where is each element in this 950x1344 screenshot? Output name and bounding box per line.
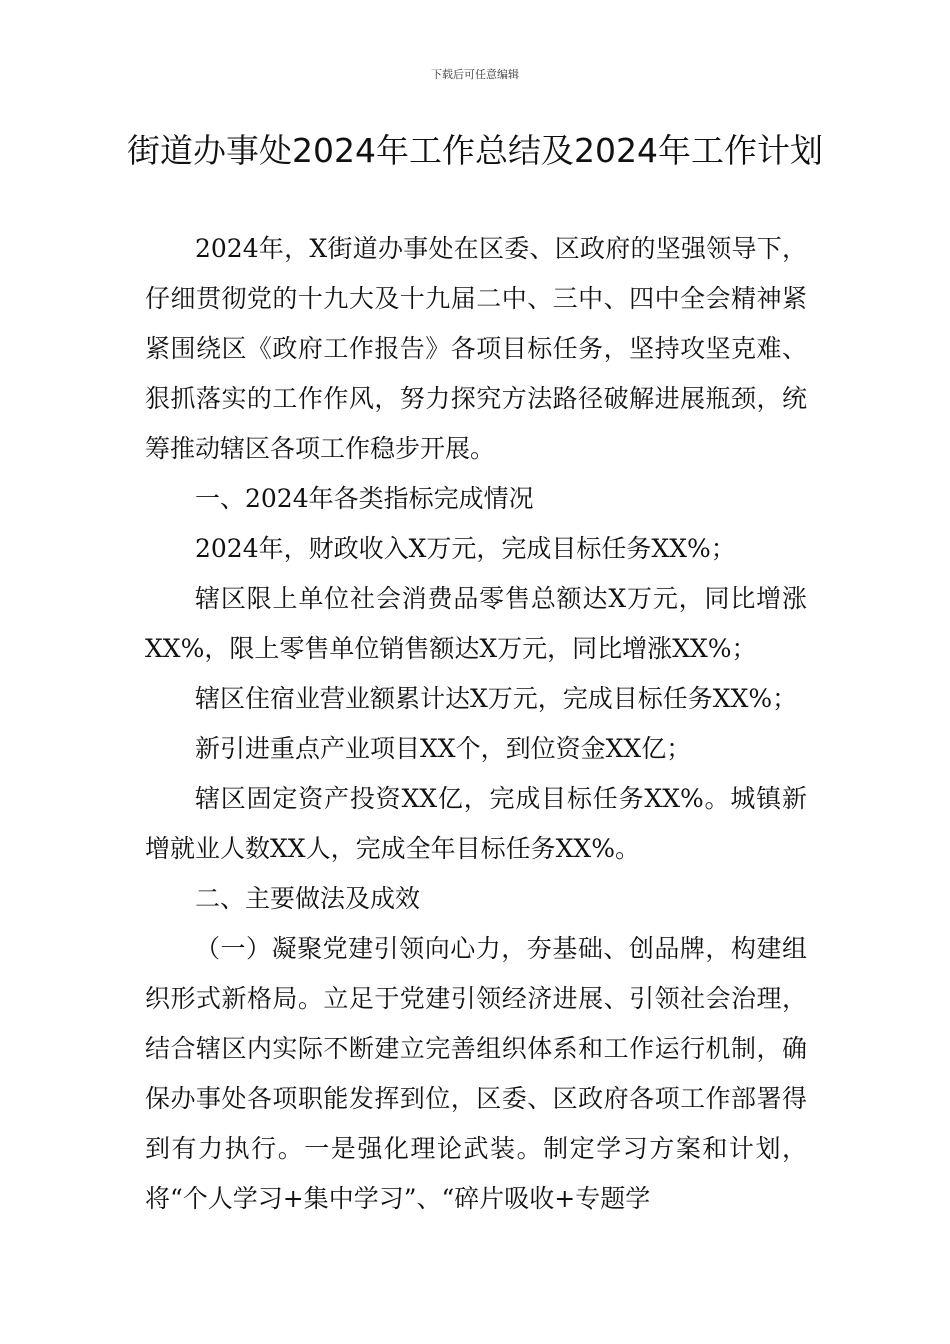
download-note: 下载后可任意编辑 — [431, 68, 519, 81]
paragraph-item: 辖区固定资产投资XX亿，完成目标任务XX%。城镇新增就业人数XX人，完成全年目标任务XX%。 — [145, 784, 807, 863]
document-body — [145, 224, 807, 1224]
paragraph-item: 2024年，财政收入X万元，完成目标任务XX%； — [195, 534, 736, 563]
document-title: 街道办事处2024年工作总结及2024年工作计划 — [127, 131, 823, 170]
paragraph-item: 辖区限上单位社会消费品零售总额达X万元，同比增涨XX%，限上零售单位销售额达X万元，同比增涨XX%； — [145, 584, 807, 663]
paragraph-item: 新引进重点产业项目XX个，到位资金XX亿； — [195, 734, 692, 763]
paragraph-intro: 2024年，X街道办事处在区委、区政府的坚强领导下，仔细贯彻党的十九大及十九届二中、三中、四中全会精神紧紧围绕区《政府工作报告》各项目标任务，坚持攻坚克难、狠抓落实的工作作风，努力探究方法路径破解进展瓶颈，统筹推动辖区各项工作稳步开展。 — [145, 234, 807, 463]
section-heading-1: 一、2024年各类指标完成情况 — [195, 484, 534, 513]
section-heading-2: 二、主要做法及成效 — [195, 884, 421, 913]
paragraph-item: 辖区住宿业营业额累计达X万元，完成目标任务XX%； — [195, 684, 798, 713]
paragraph-subsection-1: （一）凝聚党建引领向心力，夯基础、创品牌，构建组织形式新格局。立足于党建引领经济进展、引领社会治理，结合辖区内实际不断建立完善组织体系和工作运行机制，确保办事处各项职能发挥到位，区委、区政府各项工作部署得到有力执行。一是强化理论武装。制定学习方案和计划，将“个人学习+集中学习”、“碎片吸收+专题学 — [145, 934, 807, 1213]
